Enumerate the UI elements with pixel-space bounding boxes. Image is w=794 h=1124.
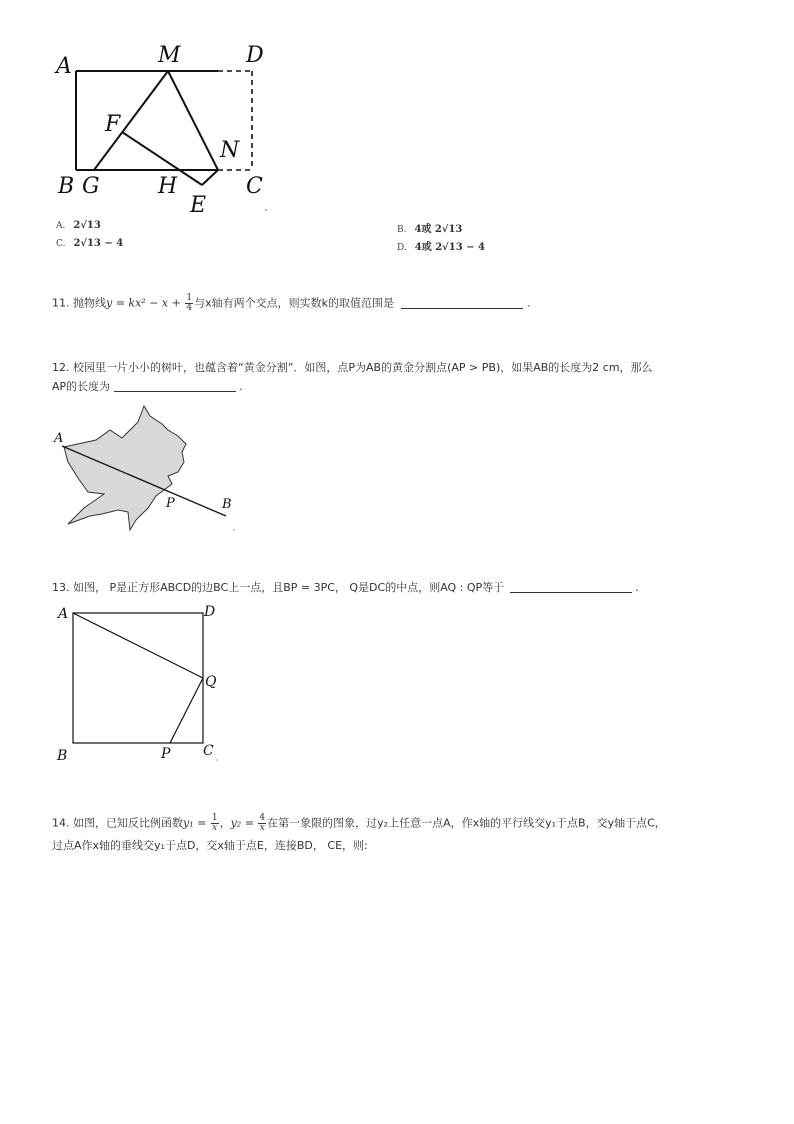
fraction-numerator: 1 bbox=[186, 293, 193, 303]
figure-square bbox=[50, 600, 230, 770]
label-N: N bbox=[220, 138, 240, 163]
question-number: 14. bbox=[52, 816, 70, 830]
question-12 bbox=[52, 360, 653, 376]
question-number: 12. bbox=[52, 361, 70, 374]
label-B: B bbox=[58, 174, 75, 199]
label-E: E bbox=[190, 193, 207, 218]
option-key: D. bbox=[397, 243, 407, 253]
y1-formula: y₁ = bbox=[183, 816, 207, 830]
fraction-numerator: 4 bbox=[259, 813, 266, 823]
figure-leaf bbox=[50, 400, 250, 540]
option-key: B. bbox=[397, 225, 407, 235]
option-value: 4或 2√13 bbox=[414, 224, 463, 235]
question-12-line2 bbox=[52, 379, 243, 395]
answer-blank[interactable] bbox=[114, 379, 236, 392]
option-value: 2√13 − 4 bbox=[73, 238, 124, 249]
option-value: 4或 2√13 − 4 bbox=[414, 242, 485, 253]
option-b bbox=[397, 220, 462, 235]
label-F: F bbox=[105, 112, 121, 137]
period: . bbox=[526, 296, 531, 310]
period: . bbox=[239, 380, 243, 393]
label-A: A bbox=[54, 431, 64, 446]
label-H: H bbox=[158, 174, 178, 199]
question-text: 与x轴有两个交点，则实数k的取值范围是 bbox=[194, 296, 394, 310]
fraction bbox=[258, 814, 266, 833]
fraction bbox=[211, 814, 219, 833]
question-text: 抛物线 bbox=[73, 296, 106, 310]
option-key: A. bbox=[56, 221, 66, 231]
question-number: 13. bbox=[52, 581, 70, 594]
leaf-shape bbox=[64, 406, 186, 530]
question-text: AP的长度为 bbox=[52, 380, 111, 393]
label-C: C bbox=[203, 743, 214, 759]
label-A: A bbox=[58, 606, 69, 622]
question-text: 校园里一片小小的树叶，也蕴含着“黄金分割”．如图，点P为AB的黄金分割点(AP > PB)，如果AB的长度为2 cm，那么 bbox=[73, 361, 653, 374]
fraction bbox=[185, 294, 193, 313]
label-D: D bbox=[246, 43, 264, 68]
label-G: G bbox=[82, 174, 100, 199]
fraction-numerator: 1 bbox=[211, 813, 218, 823]
label-B: B bbox=[222, 497, 232, 512]
question-14-line2 bbox=[52, 838, 368, 854]
question-text: 如图， P是正方形ABCD的边BC上一点，且BP = 3PC， Q是DC的中点，则AQ : QP等于 bbox=[73, 581, 505, 594]
question-number: 11. bbox=[52, 296, 70, 310]
question-text: 过点A作x轴的垂线交y₁于点D，交x轴于点E，连接BD， CE，则: bbox=[52, 839, 368, 852]
option-c bbox=[56, 238, 123, 249]
question-14 bbox=[52, 814, 666, 833]
fraction-denominator: x bbox=[212, 823, 218, 833]
fraction-denominator: x bbox=[259, 823, 265, 833]
option-a bbox=[56, 220, 101, 231]
label-P: P bbox=[161, 746, 171, 762]
fraction-denominator: 4 bbox=[186, 303, 193, 313]
formula: y = kx² − x + bbox=[106, 296, 181, 310]
answer-blank[interactable] bbox=[510, 580, 632, 593]
question-text: 如图，已知反比例函数 bbox=[73, 816, 183, 830]
y2-formula: y₂ = bbox=[230, 816, 254, 830]
figure-rectangle-fold bbox=[50, 40, 280, 220]
label-D: D bbox=[204, 604, 216, 620]
option-d bbox=[397, 238, 485, 253]
separator: ， bbox=[219, 816, 231, 830]
option-value: 2√13 bbox=[73, 220, 101, 231]
answer-blank[interactable] bbox=[401, 296, 523, 309]
label-C: C bbox=[246, 174, 263, 199]
label-A: A bbox=[56, 54, 72, 79]
question-13 bbox=[52, 580, 639, 596]
question-text: 在第一象限的图象，过y₂上任意一点A，作x轴的平行线交y₁于点B，交y轴于点C， bbox=[267, 816, 666, 830]
label-M: M bbox=[158, 43, 181, 68]
label-Q: Q bbox=[205, 674, 217, 690]
question-11 bbox=[52, 294, 530, 313]
period: . bbox=[635, 581, 639, 594]
label-P: P bbox=[166, 496, 175, 511]
label-B: B bbox=[57, 748, 68, 764]
option-key: C. bbox=[56, 239, 66, 249]
